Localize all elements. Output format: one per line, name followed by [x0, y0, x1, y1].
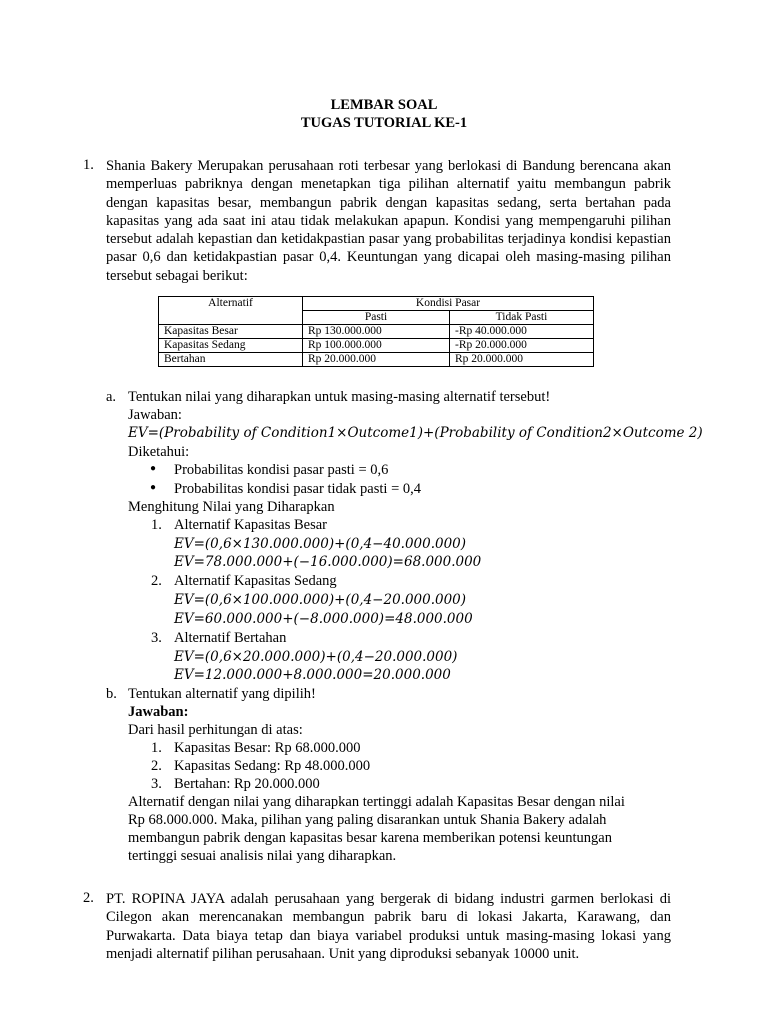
table-header-pasti: Pasti — [303, 311, 450, 325]
table-header-alternatif: Alternatif — [159, 297, 303, 325]
alt-label: Alternatif Kapasitas Sedang — [174, 573, 337, 589]
part-a-label: a. — [106, 389, 117, 405]
ev-formula: EV=(Probability of Condition1×Outcome1)+(Probability of Condition2×Outcome 2) — [128, 425, 703, 441]
given-item: Probabilitas kondisi pasar tidak pasti = 0,4 — [174, 481, 421, 497]
alt-label: Alternatif Kapasitas Besar — [174, 517, 328, 533]
conclusion-line: tertinggi sesuai analisis nilai yang diharapkan. — [128, 848, 397, 864]
conclusion-line: Rp 68.000.000. Maka, pilihan yang paling disarankan untuk Shania Bakery adalah — [128, 812, 607, 828]
equation: EV=(0,6×100.000.000)+(0,4−20.000.000) — [174, 592, 467, 608]
list-number: 1. — [151, 740, 162, 756]
q2-number: 2. — [83, 890, 94, 906]
table-row — [159, 339, 594, 353]
equation: EV=12.000.000+8.000.000=20.000.000 — [174, 667, 451, 683]
table-row — [159, 325, 594, 339]
conclusion-line: Alternatif dengan nilai yang diharapkan tertinggi adalah Kapasitas Besar dengan nilai — [128, 794, 625, 810]
table-cell: -Rp 20.000.000 — [450, 339, 594, 353]
equation: EV=78.000.000+(−16.000.000)=68.000.000 — [174, 554, 482, 570]
table-cell: Rp 100.000.000 — [303, 339, 450, 353]
list-number: 3. — [151, 776, 162, 792]
table-cell: Bertahan — [159, 353, 303, 367]
equation: EV=(0,6×130.000.000)+(0,4−40.000.000) — [174, 536, 467, 552]
part-a-question: Tentukan nilai yang diharapkan untuk masing-masing alternatif tersebut! — [128, 389, 551, 405]
conclusion-line: membangun pabrik dengan kapasitas besar karena memberikan potensi keuntungan — [128, 830, 612, 846]
equation: EV=(0,6×20.000.000)+(0,4−20.000.000) — [174, 649, 458, 665]
profit-table — [158, 296, 594, 367]
diketahui-label: Diketahui: — [128, 444, 190, 460]
equation: EV=60.000.000+(−8.000.000)=48.000.000 — [174, 611, 473, 627]
list-number: 2. — [151, 758, 162, 774]
table-cell: Rp 20.000.000 — [450, 353, 594, 367]
bullet-icon: ● — [150, 482, 157, 493]
table-cell: -Rp 40.000.000 — [450, 325, 594, 339]
table-row — [159, 353, 594, 367]
part-a-jawaban: Jawaban: — [128, 407, 182, 423]
table-header-tidak-pasti: Tidak Pasti — [450, 311, 594, 325]
q1-text: Shania Bakery Merupakan perusahaan roti terbesar yang berlokasi di Bandung berencana akan memperluas pabriknya dengan menetapkan tiga pilihan alternatif yaitu membangun pabrik dengan kapasitas besar, membangun pabrik dengan kapasitas sedang, serta bertahan pada kapasitas yang ada saat ini atau tidak melakukan apapun. Kondisi yang mempengaruhi pilihan tersebut adalah kepastian dan ketidakpastian pasar yang probabilitas terjadinya kondisi kepastian pasar 0,6 dan ketidakpastian pasar 0,4. Keuntungan yang dicapai oleh masing-masing pilihan tersebut sebagai berikut: — [106, 158, 671, 284]
table-cell: Kapasitas Besar — [159, 325, 303, 339]
table-cell: Kapasitas Sedang — [159, 339, 303, 353]
q1-number: 1. — [83, 157, 94, 173]
table-header-kondisi: Kondisi Pasar — [303, 297, 594, 311]
list-item: Bertahan: Rp 20.000.000 — [174, 776, 320, 792]
doc-title: LEMBAR SOAL — [330, 97, 438, 113]
part-b-question: Tentukan alternatif yang dipilih! — [128, 686, 316, 702]
q2-text: PT. ROPINA JAYA adalah perusahaan yang bergerak di bidang industri garmen berlokasi di Cilegon akan merencanakan membangun pabrik baru di lokasi Jakarta, Karawang, dan Purwakarta. Data biaya tetap dan biaya variabel produksi untuk masing-masing lokasi yang menjadi alternatif pilihan perusahaan. Unit yang diproduksi sebanyak 10000 unit. — [106, 891, 671, 962]
alt-number: 1. — [151, 517, 162, 533]
part-b-jawaban: Jawaban: — [128, 704, 189, 720]
list-item: Kapasitas Sedang: Rp 48.000.000 — [174, 758, 371, 774]
bullet-icon: ● — [150, 463, 157, 474]
given-item: Probabilitas kondisi pasar pasti = 0,6 — [174, 462, 389, 478]
table-cell: Rp 20.000.000 — [303, 353, 450, 367]
doc-subtitle: TUGAS TUTORIAL KE-1 — [300, 115, 468, 131]
alt-label: Alternatif Bertahan — [174, 630, 287, 646]
alt-number: 2. — [151, 573, 162, 589]
alt-number: 3. — [151, 630, 162, 646]
dari-hasil: Dari hasil perhitungan di atas: — [128, 722, 303, 738]
list-item: Kapasitas Besar: Rp 68.000.000 — [174, 740, 361, 756]
table-cell: Rp 130.000.000 — [303, 325, 450, 339]
part-b-label: b. — [106, 686, 117, 702]
menghitung-heading: Menghitung Nilai yang Diharapkan — [128, 499, 335, 515]
